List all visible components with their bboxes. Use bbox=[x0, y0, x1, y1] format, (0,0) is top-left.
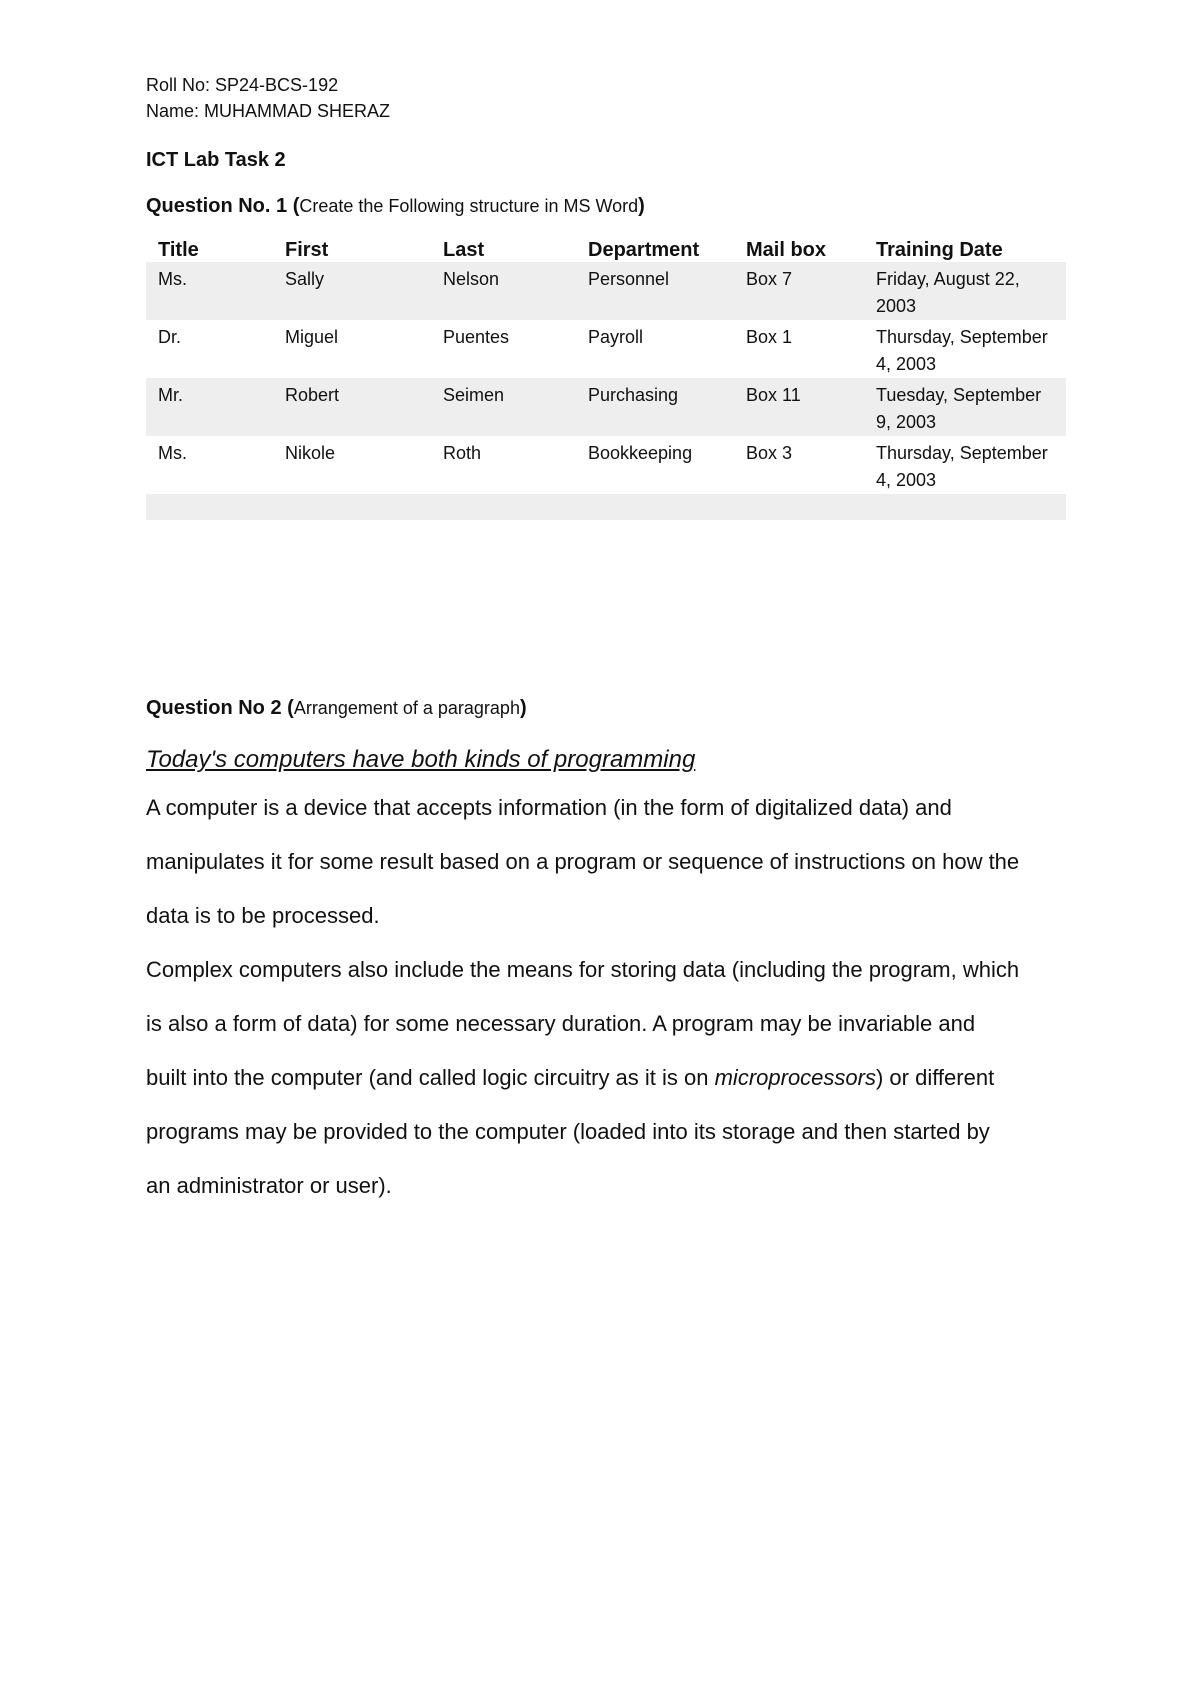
table-header-row bbox=[146, 234, 1066, 262]
question-2-heading bbox=[146, 694, 1066, 722]
cell-mail-box: Box 1 bbox=[746, 327, 793, 347]
question-2-note: Arrangement of a paragraph bbox=[293, 698, 520, 718]
column-header-mail-box: Mail box bbox=[746, 239, 827, 261]
cell-mail-box: Box 7 bbox=[734, 262, 864, 320]
line-text-after: ) or different bbox=[875, 1065, 995, 1090]
cell-last: Nelson bbox=[431, 262, 576, 320]
italic-term: microprocessors bbox=[714, 1065, 876, 1090]
table-row bbox=[146, 262, 1066, 320]
cell-title: Mr. bbox=[146, 378, 273, 436]
paragraph-line: A computer is a device that accepts information (in the form of digitalized data) and bbox=[146, 795, 952, 820]
empty-cell bbox=[431, 494, 576, 520]
table-row bbox=[146, 320, 1066, 378]
open-paren: ( bbox=[287, 697, 294, 719]
cell-last: Puentes bbox=[443, 327, 510, 347]
cell-first: Robert bbox=[273, 378, 431, 436]
empty-table-row bbox=[146, 494, 1066, 520]
question-1-label: Question No. 1 bbox=[146, 195, 288, 217]
paragraph-line: is also a form of data) for some necessary duration. A program may be invariable and bbox=[146, 1011, 976, 1036]
cell-department: Purchasing bbox=[576, 378, 734, 436]
column-header-title: Title bbox=[158, 239, 199, 261]
empty-cell bbox=[734, 494, 864, 520]
paragraph-line bbox=[146, 1058, 1066, 1098]
empty-cell bbox=[273, 494, 431, 520]
paragraph-line: an administrator or user). bbox=[146, 1173, 392, 1198]
cell-department: Personnel bbox=[576, 262, 734, 320]
question-1-note: Create the Following structure in MS Word bbox=[299, 196, 639, 216]
cell-title: Ms. bbox=[158, 443, 187, 463]
cell-training-date: Friday, August 22, 2003 bbox=[864, 262, 1066, 320]
paragraph-body bbox=[146, 788, 1066, 1206]
cell-training-date: Thursday, September 4, 2003 bbox=[876, 443, 1048, 490]
column-header-training-date: Training Date bbox=[876, 239, 1003, 261]
question-1-section bbox=[146, 72, 1066, 520]
cell-title: Ms. bbox=[146, 262, 273, 320]
cell-last: Seimen bbox=[431, 378, 576, 436]
open-paren: ( bbox=[292, 195, 300, 217]
paragraph-line: Complex computers also include the means for storing data (including the program, which bbox=[146, 957, 1020, 982]
close-paren: ) bbox=[638, 195, 645, 217]
paragraph-line: manipulates it for some result based on a program or sequence of instructions on how the bbox=[146, 849, 1020, 874]
column-header-department: Department bbox=[588, 239, 700, 261]
table-row bbox=[146, 378, 1066, 436]
cell-training-date: Thursday, September 4, 2003 bbox=[876, 327, 1048, 374]
cell-first: Nikole bbox=[285, 443, 336, 463]
question-2-section bbox=[146, 694, 1066, 1206]
cell-title: Dr. bbox=[158, 327, 182, 347]
empty-cell bbox=[146, 494, 273, 520]
cell-mail-box: Box 3 bbox=[746, 443, 793, 463]
paragraph-heading: Today's computers have both kinds of programming bbox=[146, 746, 696, 773]
training-table bbox=[146, 234, 1066, 520]
cell-training-date: Tuesday, September 9, 2003 bbox=[864, 378, 1066, 436]
task-title: ICT Lab Task 2 bbox=[146, 149, 286, 171]
empty-cell bbox=[864, 494, 1066, 520]
line-text-before: built into the computer (and called logic circuitry as it is on bbox=[146, 1065, 715, 1090]
close-paren: ) bbox=[519, 697, 527, 719]
cell-department: Bookkeeping bbox=[588, 443, 693, 463]
question-1-heading bbox=[146, 192, 1066, 220]
cell-first: Miguel bbox=[285, 327, 339, 347]
table-row bbox=[146, 436, 1066, 494]
cell-last: Roth bbox=[443, 443, 482, 463]
column-header-last: Last bbox=[443, 239, 485, 261]
student-name: Name: MUHAMMAD SHERAZ bbox=[146, 101, 391, 121]
question-2-label: Question No 2 bbox=[146, 697, 282, 719]
cell-first: Sally bbox=[273, 262, 431, 320]
empty-cell bbox=[576, 494, 734, 520]
column-header-first: First bbox=[285, 239, 329, 261]
paragraph-line: programs may be provided to the computer (loaded into its storage and then started by bbox=[146, 1119, 990, 1144]
cell-department: Payroll bbox=[588, 327, 644, 347]
paragraph-line: data is to be processed. bbox=[146, 903, 380, 928]
cell-mail-box: Box 11 bbox=[734, 378, 864, 436]
roll-number: Roll No: SP24-BCS-192 bbox=[146, 75, 339, 95]
